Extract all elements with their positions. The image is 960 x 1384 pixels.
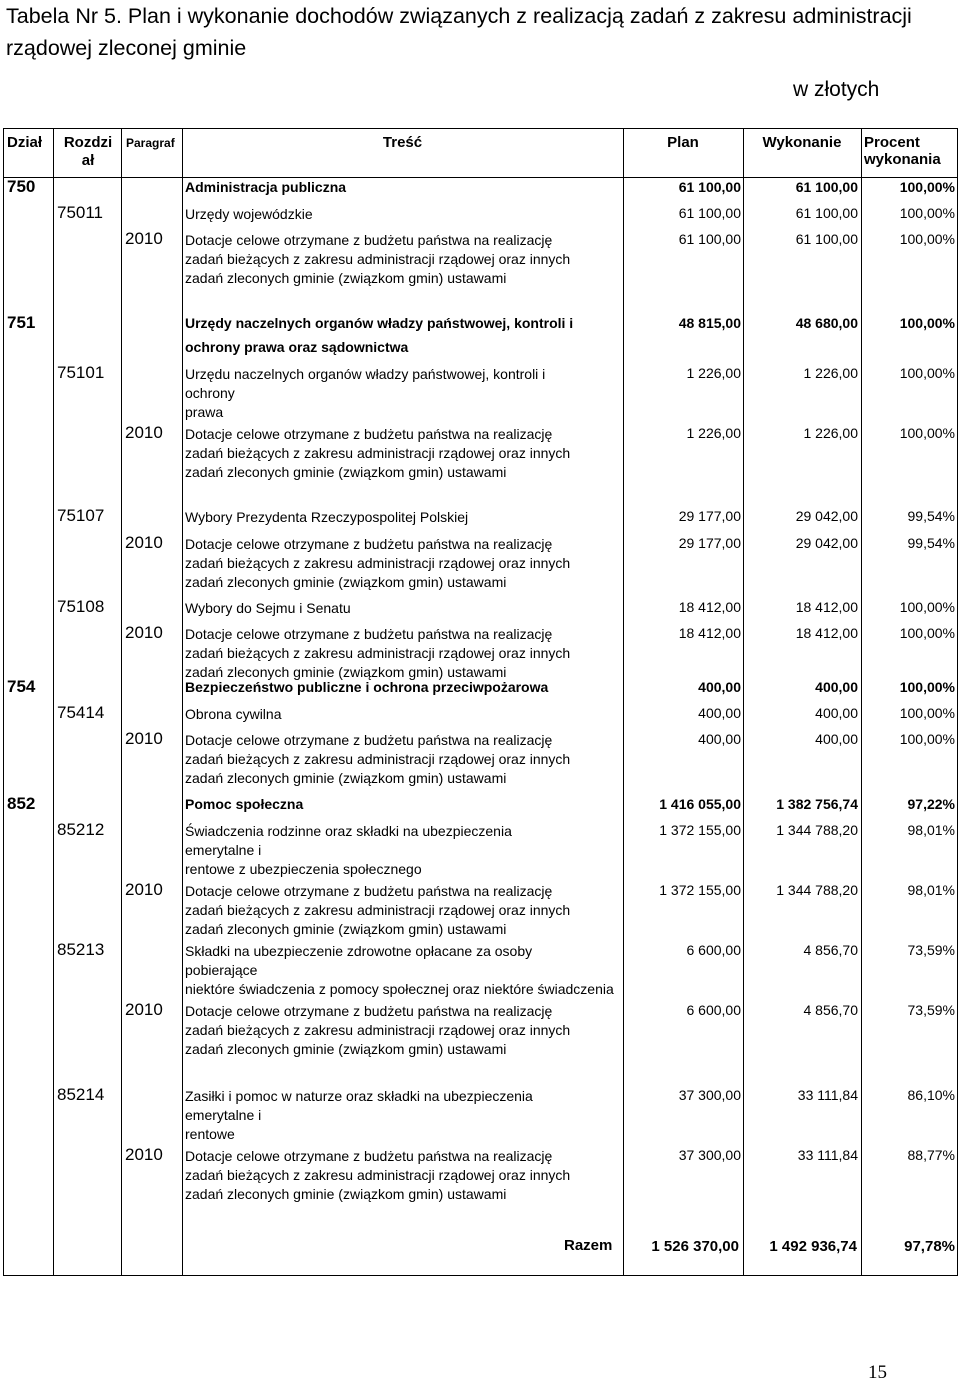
row-wykonanie: 1 226,00 (803, 365, 858, 381)
row-wykonanie: 400,00 (815, 705, 858, 721)
row-description: zadań zleconych gminie (związkom gmin) ustawami (185, 770, 507, 786)
row-paragraf: 2010 (125, 880, 163, 899)
row-plan: 18 412,00 (678, 599, 741, 615)
row-plan: 61 100,00 (678, 231, 741, 247)
row-procent: 100,00% (899, 625, 955, 641)
row-procent: 100,00% (899, 179, 955, 195)
row-description: Obrona cywilna (185, 706, 282, 722)
row-description: Urzędu naczelnych organów władzy państwowej, kontroli i (185, 366, 546, 382)
row-plan: 37 300,00 (678, 1147, 741, 1163)
row-wykonanie: 29 042,00 (795, 535, 858, 551)
row-wykonanie: 4 856,70 (803, 1002, 858, 1018)
row-paragraf: 2010 (125, 1000, 163, 1019)
row-description: rentowe (185, 1126, 235, 1142)
row-description: Wybory do Sejmu i Senatu (185, 600, 351, 616)
row-description: zadań zleconych gminie (związkom gmin) ustawami (185, 1186, 507, 1202)
row-procent: 73,59% (907, 942, 955, 958)
total-wykonanie: 1 492 936,74 (769, 1238, 857, 1255)
row-procent: 98,01% (907, 822, 955, 838)
header-dzial: Dział (7, 134, 43, 151)
row-procent: 99,54% (907, 508, 955, 524)
row-description: Dotacje celowe otrzymane z budżetu państwa na realizację (185, 883, 553, 899)
row-description: Świadczenia rodzinne oraz składki na ubezpieczenia (185, 823, 512, 839)
row-plan: 1 226,00 (686, 425, 741, 441)
row-procent: 100,00% (899, 599, 955, 615)
row-paragraf: 2010 (125, 1145, 163, 1164)
row-paragraf: 2010 (125, 423, 163, 442)
row-description: zadań bieżących z zakresu administracji rządowej oraz innych (185, 251, 571, 267)
row-procent: 100,00% (899, 731, 955, 747)
row-description: zadań bieżących z zakresu administracji rządowej oraz innych (185, 1167, 571, 1183)
header-divider (4, 177, 957, 178)
row-dzial: 751 (7, 313, 36, 332)
row-dzial: 750 (7, 177, 36, 196)
row-rozdzial: 75107 (57, 506, 105, 525)
row-description: zadań zleconych gminie (związkom gmin) ustawami (185, 270, 507, 286)
row-wykonanie: 400,00 (815, 679, 858, 695)
row-description: pobierające (185, 962, 258, 978)
row-procent: 88,77% (907, 1147, 955, 1163)
row-description: ochrony prawa oraz sądownictwa (185, 339, 409, 355)
row-plan: 400,00 (698, 731, 741, 747)
col-divider (623, 129, 624, 1275)
row-description: zadań zleconych gminie (związkom gmin) ustawami (185, 1041, 507, 1057)
col-divider (743, 129, 744, 1275)
row-description: zadań bieżących z zakresu administracji rządowej oraz innych (185, 645, 571, 661)
row-wykonanie: 61 100,00 (795, 231, 858, 247)
row-description: zadań bieżących z zakresu administracji rządowej oraz innych (185, 1022, 571, 1038)
row-description: zadań bieżących z zakresu administracji rządowej oraz innych (185, 555, 571, 571)
unit-label: w złotych (793, 78, 880, 101)
row-description: Dotacje celowe otrzymane z budżetu państwa na realizację (185, 536, 553, 552)
total-plan: 1 526 370,00 (651, 1238, 739, 1255)
row-procent: 100,00% (899, 315, 955, 331)
row-wykonanie: 33 111,84 (797, 1147, 858, 1163)
row-plan: 1 372 155,00 (659, 882, 741, 898)
row-plan: 29 177,00 (678, 535, 741, 551)
row-plan: 1 226,00 (686, 365, 741, 381)
row-paragraf: 2010 (125, 623, 163, 642)
col-divider (182, 129, 183, 1275)
row-rozdzial: 75101 (57, 363, 105, 382)
budget-table (3, 128, 958, 1276)
row-procent: 100,00% (899, 231, 955, 247)
row-rozdzial: 85213 (57, 940, 105, 959)
row-plan: 37 300,00 (678, 1087, 741, 1103)
row-procent: 99,54% (907, 535, 955, 551)
header-wykonanie: Wykonanie (762, 134, 842, 151)
row-wykonanie: 4 856,70 (803, 942, 858, 958)
row-description: Zasiłki i pomoc w naturze oraz składki na ubezpieczenia (185, 1088, 533, 1104)
row-procent: 98,01% (907, 882, 955, 898)
total-label: Razem (564, 1237, 613, 1254)
row-description: Urzędy naczelnych organów władzy państwowej, kontroli i (185, 315, 574, 331)
col-divider (53, 129, 54, 1275)
row-paragraf: 2010 (125, 229, 163, 248)
row-wykonanie: 1 382 756,74 (776, 796, 858, 812)
row-description: Dotacje celowe otrzymane z budżetu państwa na realizację (185, 426, 553, 442)
header-procent: Procent wykonania (864, 134, 941, 168)
row-description: Składki na ubezpieczenie zdrowotne opłacane za osoby (185, 943, 533, 959)
row-plan: 400,00 (698, 705, 741, 721)
row-description: zadań zleconych gminie (związkom gmin) ustawami (185, 664, 507, 680)
total-procent: 97,78% (904, 1238, 955, 1255)
row-description: zadań zleconych gminie (związkom gmin) ustawami (185, 574, 507, 590)
row-wykonanie: 18 412,00 (795, 599, 858, 615)
row-dzial: 852 (7, 794, 36, 813)
row-procent: 73,59% (907, 1002, 955, 1018)
row-description: niektóre świadczenia z pomocy społecznej oraz niektóre świadczenia (185, 981, 614, 997)
row-description: Pomoc społeczna (185, 796, 304, 812)
row-description: rentowe z ubezpieczenia społecznego (185, 861, 422, 877)
row-description: Dotacje celowe otrzymane z budżetu państwa na realizację (185, 1148, 553, 1164)
row-description: Dotacje celowe otrzymane z budżetu państwa na realizację (185, 626, 553, 642)
page-number: 15 (868, 1362, 887, 1383)
row-description: Dotacje celowe otrzymane z budżetu państwa na realizację (185, 1003, 553, 1019)
row-description: zadań zleconych gminie (związkom gmin) ustawami (185, 464, 507, 480)
row-description: Wybory Prezydenta Rzeczypospolitej Polskiej (185, 509, 469, 525)
row-description: emerytalne i (185, 842, 262, 858)
row-plan: 6 600,00 (686, 942, 741, 958)
row-dzial: 754 (7, 677, 36, 696)
row-procent: 100,00% (899, 705, 955, 721)
row-description: zadań bieżących z zakresu administracji rządowej oraz innych (185, 751, 571, 767)
row-plan: 18 412,00 (678, 625, 741, 641)
row-rozdzial: 85214 (57, 1085, 105, 1104)
row-rozdzial: 75414 (57, 703, 105, 722)
row-plan: 61 100,00 (678, 205, 741, 221)
row-plan: 61 100,00 (678, 179, 741, 195)
row-description: prawa (185, 404, 224, 420)
row-wykonanie: 1 344 788,20 (776, 822, 858, 838)
row-rozdzial: 85212 (57, 820, 105, 839)
row-procent: 100,00% (899, 365, 955, 381)
row-wykonanie: 29 042,00 (795, 508, 858, 524)
row-wykonanie: 400,00 (815, 731, 858, 747)
row-wykonanie: 1 226,00 (803, 425, 858, 441)
row-description: Dotacje celowe otrzymane z budżetu państwa na realizację (185, 732, 553, 748)
row-plan: 6 600,00 (686, 1002, 741, 1018)
row-description: zadań zleconych gminie (związkom gmin) ustawami (185, 921, 507, 937)
row-description: zadań bieżących z zakresu administracji rządowej oraz innych (185, 445, 571, 461)
row-wykonanie: 18 412,00 (795, 625, 858, 641)
row-wykonanie: 1 344 788,20 (776, 882, 858, 898)
row-procent: 100,00% (899, 425, 955, 441)
page-title: Tabela Nr 5. Plan i wykonanie dochodów związanych z realizacją zadań z zakresu administracji rządowej zleconej gminie (6, 4, 912, 60)
row-description: Urzędy wojewódzkie (185, 206, 313, 222)
row-description: Bezpieczeństwo publiczne i ochrona przeciwpożarowa (185, 679, 549, 695)
row-wykonanie: 48 680,00 (795, 315, 858, 331)
header-tresc: Treść (382, 134, 423, 151)
row-procent: 100,00% (899, 205, 955, 221)
header-plan: Plan (667, 134, 699, 151)
row-description: emerytalne i (185, 1107, 262, 1123)
col-divider (121, 129, 122, 1275)
row-procent: 86,10% (907, 1087, 955, 1103)
row-description: ochrony (185, 385, 235, 401)
row-wykonanie: 61 100,00 (795, 205, 858, 221)
row-plan: 1 416 055,00 (659, 796, 741, 812)
row-plan: 1 372 155,00 (659, 822, 741, 838)
header-rozdzial: Rozdzi ał (63, 134, 113, 169)
row-rozdzial: 75108 (57, 597, 105, 616)
row-rozdzial: 75011 (57, 203, 104, 222)
row-paragraf: 2010 (125, 729, 163, 748)
row-description: Administracja publiczna (185, 179, 347, 195)
row-paragraf: 2010 (125, 533, 163, 552)
row-description: zadań bieżących z zakresu administracji rządowej oraz innych (185, 902, 571, 918)
row-wykonanie: 33 111,84 (797, 1087, 858, 1103)
row-plan: 48 815,00 (678, 315, 741, 331)
row-plan: 400,00 (698, 679, 741, 695)
col-divider (861, 129, 862, 1275)
row-description: Dotacje celowe otrzymane z budżetu państwa na realizację (185, 232, 553, 248)
row-wykonanie: 61 100,00 (795, 179, 858, 195)
header-paragraf: Paragraf (126, 136, 175, 150)
row-plan: 29 177,00 (678, 508, 741, 524)
row-procent: 97,22% (907, 796, 955, 812)
row-procent: 100,00% (899, 679, 955, 695)
